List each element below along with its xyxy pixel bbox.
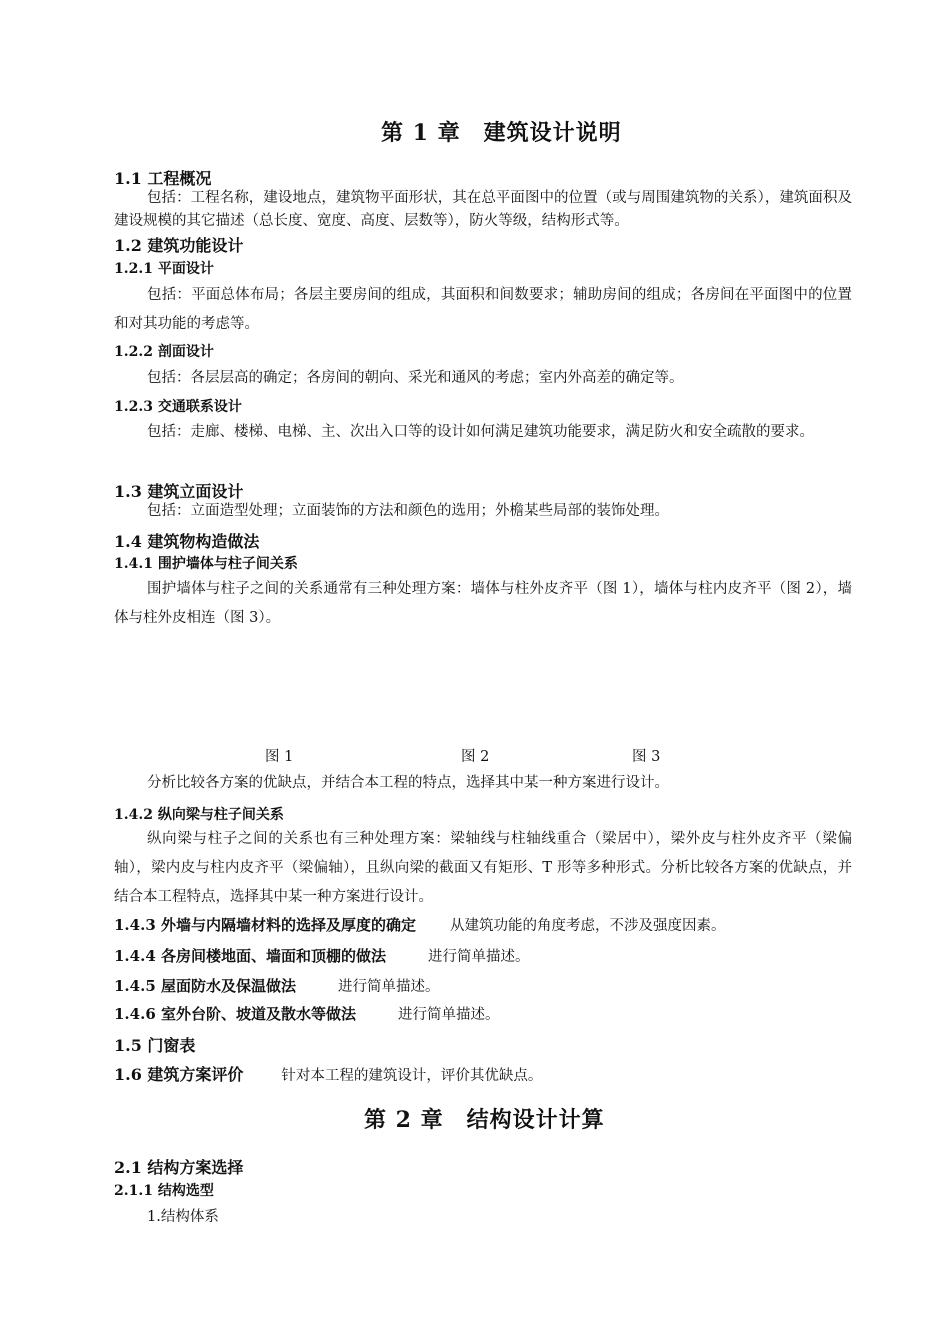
section-1-4-2-text: 纵向梁与柱子之间的关系也有三种处理方案：梁轴线与柱轴线重合（梁居中），梁外皮与柱外皮齐平（梁偏轴），梁内皮与柱内皮齐平（梁偏轴），且纵向梁的截面又有矩形、T 形等多种形式。分析比较各方案的优缺点，并结合本工程特点，选择其中某一种方案进行设计。 [114,831,852,905]
section-1-6-row [114,1062,542,1085]
section-1-4-5-heading: 1.4.5 屋面防水及保温做法 [114,977,296,995]
section-1-4-3-heading: 1.4.3 外墙与内隔墙材料的选择及厚度的确定 [114,916,416,934]
figure-2-caption: 图 2 [461,749,490,765]
section-1-1-heading: 1.1 工程概况 [114,169,212,188]
section-1-2-1-heading: 1.2.1 平面设计 [114,261,214,277]
section-1-5-heading: 1.5 门窗表 [114,1036,196,1055]
section-1-4-5-note: 进行简单描述。 [337,979,440,995]
section-1-4-6-heading: 1.4.6 室外台阶、坡道及散水等做法 [114,1005,356,1023]
section-1-4-2-heading: 1.4.2 纵向梁与柱子间关系 [114,807,284,823]
section-1-6-heading: 1.6 建筑方案评价 [114,1065,244,1084]
figure-1-caption: 图 1 [265,749,294,765]
section-1-1-text: 包括：工程名称，建设地点，建筑物平面形状，其在总平面图中的位置（或与周围建筑物的关系），建筑面积及建设规模的其它描述（总长度、宽度、高度、层数等），防火等级，结构形式等。 [114,190,852,229]
section-1-6-note: 针对本工程的建筑设计，评价其优缺点。 [281,1068,543,1084]
section-1-2-1-text: 包括：平面总体布局；各层主要房间的组成，其面积和间数要求；辅助房间的组成；各房间在平面图中的位置和对其功能的考虑等。 [114,287,852,332]
section-1-2-2-heading: 1.2.2 剖面设计 [114,344,214,360]
analysis-text: 分析比较各方案的优缺点，并结合本工程的特点，选择其中某一种方案进行设计。 [147,775,669,791]
section-1-4-6-row [114,1003,499,1024]
section-1-4-1-text: 围护墙体与柱子之间的关系通常有三种处理方案：墙体与柱外皮齐平（图 1），墙体与柱内皮齐平（图 2），墙体与柱外皮相连（图 3）。 [114,581,852,626]
section-1-4-heading: 1.4 建筑物构造做法 [114,532,260,551]
section-2-1-heading: 2.1 结构方案选择 [114,1158,244,1177]
section-1-4-5-row [114,975,439,996]
section-1-2-3-text: 包括：走廊、楼梯、电梯、主、次出入口等的设计如何满足建筑功能要求，满足防火和安全疏散的要求。 [147,424,814,440]
section-1-4-6-note: 进行简单描述。 [397,1007,500,1023]
chapter-1-title: 第 1 章 建筑设计说明 [381,120,622,146]
section-1-4-4-heading: 1.4.4 各房间楼地面、墙面和顶棚的做法 [114,947,386,965]
section-1-3-heading: 1.3 建筑立面设计 [114,482,244,501]
section-1-4-3-note: 从建筑功能的角度考虑，不涉及强度因素。 [449,918,726,934]
chapter-2-title: 第 2 章 结构设计计算 [364,1107,605,1133]
section-1-4-4-note: 进行简单描述。 [427,949,530,965]
section-1-4-1-heading: 1.4.1 围护墙体与柱子间关系 [114,556,298,572]
section-1-2-2-text: 包括：各层层高的确定；各房间的朝向、采光和通风的考虑；室内外高差的确定等。 [147,370,684,386]
section-2-1-1-heading: 2.1.1 结构选型 [114,1183,214,1199]
figure-3-caption: 图 3 [632,749,661,765]
section-1-2-3-heading: 1.2.3 交通联系设计 [114,399,242,415]
section-1-3-text: 包括：立面造型处理；立面装饰的方法和颜色的选用；外檐某些局部的装饰处理。 [147,503,669,519]
section-1-4-4-row [114,945,529,966]
section-1-4-3-row [114,914,725,935]
structure-system-item: 1.结构体系 [147,1209,219,1225]
section-1-2-heading: 1.2 建筑功能设计 [114,236,244,255]
